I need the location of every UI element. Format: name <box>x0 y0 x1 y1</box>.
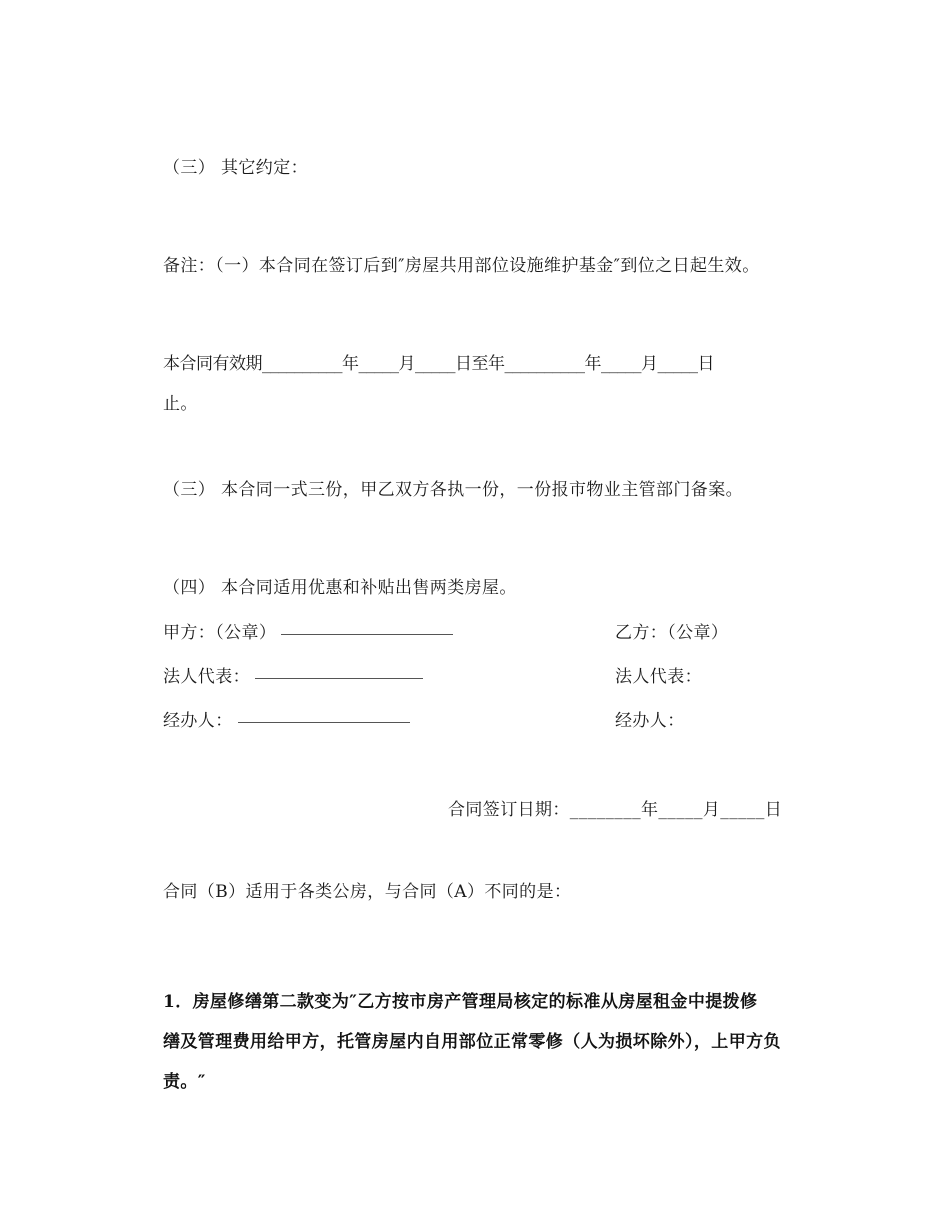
clause-three-copies: （三） 本合同一式三份，甲乙双方各执一份，一份报市物业主管部门备案。 <box>163 480 744 500</box>
contract-signing-date-line: 合同签订日期：________年_____月_____日 <box>448 800 783 820</box>
party-a-seal-input-line[interactable] <box>281 633 453 635</box>
validity-period-end: 止。 <box>163 394 198 414</box>
paragraph-spacer <box>163 424 819 470</box>
paragraph-spacer <box>163 286 819 344</box>
party-b-handler-label: 经办人： <box>615 711 685 731</box>
party-a-legal-rep-label: 法人代表： <box>163 667 250 687</box>
remark-effective-date: 备注：（一）本合同在签订后到″房屋共用部位设施维护基金″到位之日起生效。 <box>163 256 760 276</box>
contract-b-item-one-line-3: 责。″ <box>163 1072 206 1092</box>
paragraph-spacer <box>163 510 819 568</box>
party-a-legal-rep-group <box>163 662 615 687</box>
signature-block <box>163 618 823 750</box>
contract-b-item-one-line-2: 缮及管理费用给甲方，托管房屋内自用部位正常零修（人为损坏除外），上甲方负 <box>163 1032 781 1052</box>
document-body <box>163 148 819 608</box>
contract-b-item-one-line-1: 1．房屋修缮第二款变为″乙方按市房产管理局核定的标准从房屋租金中提拨修 <box>163 992 758 1012</box>
paragraph-spacer <box>163 912 819 982</box>
contract-b-intro: 合同（B）适用于各类公房，与合同（A）不同的是： <box>163 882 572 902</box>
party-b-seal-label: 乙方：（公章） <box>615 623 729 643</box>
party-b-legal-rep-label: 法人代表： <box>615 667 702 687</box>
party-a-legal-rep-input-line[interactable] <box>255 677 423 679</box>
contract-b-section <box>163 872 819 1102</box>
party-a-handler-input-line[interactable] <box>238 721 410 723</box>
signature-row-legal-rep <box>163 662 823 706</box>
paragraph-spacer <box>163 188 819 246</box>
party-a-handler-group <box>163 706 615 731</box>
party-a-seal-label: 甲方：（公章） <box>163 623 277 643</box>
clause-four-applicability: （四） 本合同适用优惠和补贴出售两类房屋。 <box>163 578 517 598</box>
signature-row-party-a <box>163 618 823 662</box>
party-a-seal-group <box>163 618 615 643</box>
signature-row-handler <box>163 706 823 750</box>
validity-period-fill-line: 本合同有效期__________年_____月_____日至年__________年_____月_____日 <box>163 354 714 374</box>
clause-three-other-agreements: （三） 其它约定： <box>163 158 309 178</box>
party-a-handler-label: 经办人： <box>163 711 233 731</box>
